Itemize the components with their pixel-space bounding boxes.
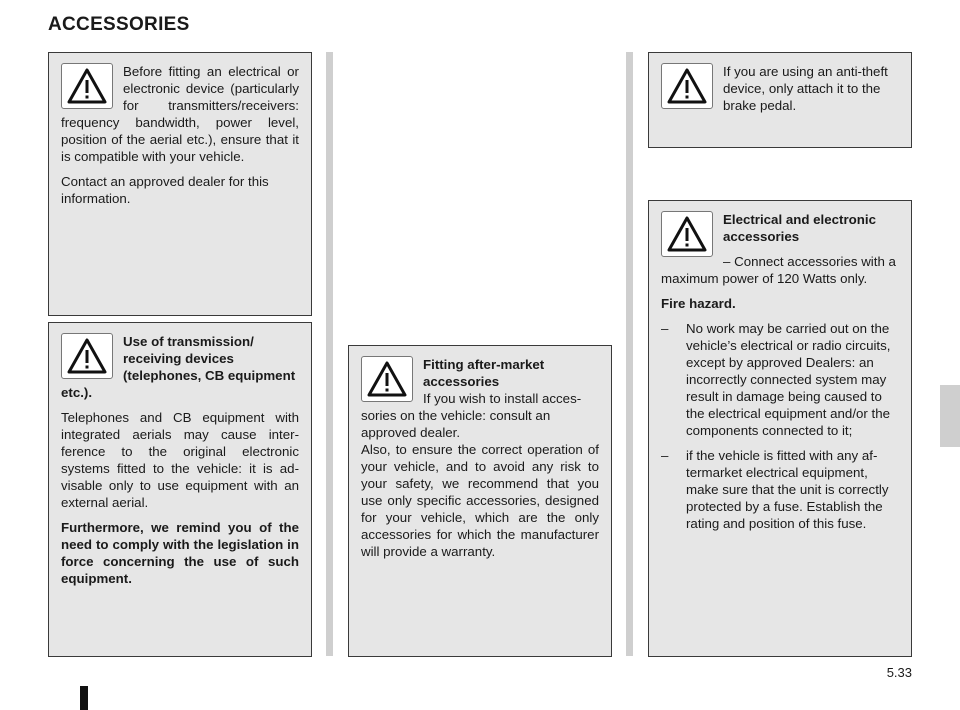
list-item-text: No work may be carried out on the vehicle’s electrical or radio circuits, except by approved Dealers: an incorrectly connected system may result in damage being caused to the electrical equipment and/or the components connected to it;	[686, 321, 891, 438]
warning-text: Contact an approved dealer for this information.	[61, 174, 269, 206]
list-item	[661, 320, 899, 439]
warning-heading: Electrical and electronic accessories	[723, 212, 876, 244]
list-item	[661, 447, 899, 532]
warning-heading: Fitting after-market accessories	[423, 357, 545, 389]
warning-triangle-icon	[61, 63, 113, 109]
warning-text: Furthermore, we remind you of the need to comply with the legislation in force concerning the use of such equipment.	[61, 520, 299, 586]
warning-text: Telephones and CB equipment with integrated aerials may cause interference to the original electronic systems fitted to the vehicle: it is advisable only to use equipment with an external aerial.	[61, 410, 299, 510]
page-number: 5.33	[886, 665, 912, 680]
print-mark	[80, 686, 88, 710]
warning-text: Also, to ensure the correct operation of your vehicle, and to avoid any risk to your safety, we recommend that you use only specific accessories, designed for your vehicle, which are the only accessories for which the manufacturer will provide a warranty.	[361, 442, 599, 559]
warning-triangle-icon	[661, 211, 713, 257]
warning-box-electrical	[648, 200, 912, 657]
section-tab-marker	[940, 385, 960, 447]
warning-text: Fire hazard.	[661, 296, 736, 311]
warning-triangle-icon	[361, 356, 413, 402]
list-bullet: –	[661, 448, 669, 463]
warning-triangle-icon	[661, 63, 713, 109]
warning-text: If you wish to install accessories on the vehicle: consult an approved dealer.	[361, 391, 582, 440]
warning-box-anti-theft	[648, 52, 912, 148]
warning-text: If you are using an anti-theft device, only attach it to the brake pedal.	[723, 64, 888, 113]
column-divider	[626, 52, 633, 656]
warning-heading: Use of transmission/ receiving devices (telephones, CB equipment etc.).	[61, 334, 296, 400]
warning-box-transmission	[48, 322, 312, 657]
column-divider	[326, 52, 333, 656]
warning-text: – Connect accessories with a maximum power of 120 Watts only.	[661, 254, 896, 286]
warning-text: Before fitting an electrical or electronic device (particularly for transmitters/receivers: frequency bandwidth, power level, position of the aerial etc.), ensure that it is compatible with your vehicle.	[61, 64, 299, 164]
warning-box-fitting-devices	[48, 52, 312, 316]
list-bullet: –	[661, 321, 669, 336]
list-item-text: if the vehicle is fitted with any aftermarket electrical equipment, make sure that the unit is correctly protected by a fuse. Establish the rating and position of this fuse.	[686, 448, 889, 531]
page-title: ACCESSORIES	[48, 14, 190, 35]
warning-triangle-icon	[61, 333, 113, 379]
warning-box-aftermarket	[348, 345, 612, 657]
